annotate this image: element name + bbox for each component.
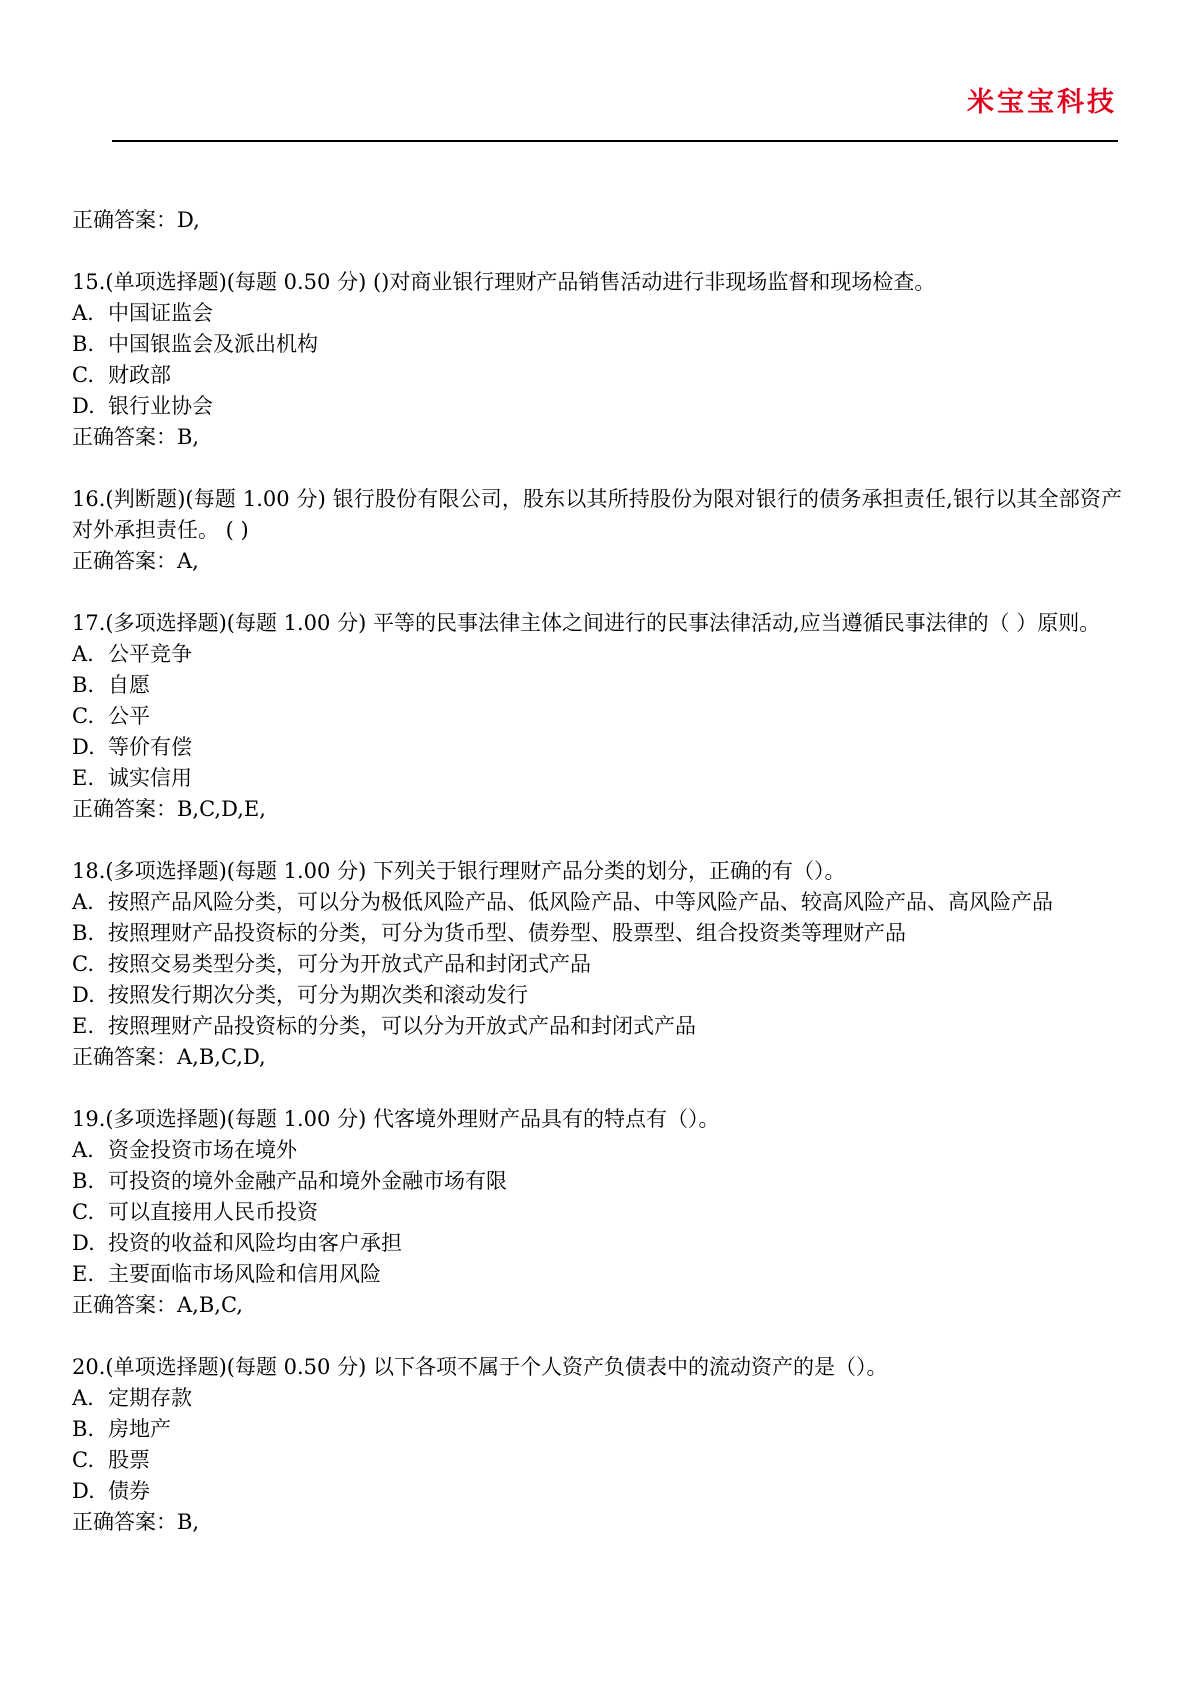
- option-text: 中国证监会: [108, 301, 213, 325]
- option-item: [72, 949, 1122, 980]
- option-item: [72, 639, 1122, 670]
- option-item: [72, 763, 1122, 794]
- answer-line: 正确答案：B,: [72, 425, 200, 449]
- question-text: 16.(判断题)(每题 1.00 分) 银行股份有限公司，股东以其所持股份为限对银行的债务承担责任,银行以其全部资产 对外承担责任。 ( ): [72, 487, 1129, 542]
- option-letter: C.: [72, 1200, 94, 1224]
- option-text: 按照产品风险分类，可以分为极低风险产品、低风险产品、中等风险产品、较高风险产品、高风险产品: [108, 890, 1053, 914]
- option-letter: C.: [72, 704, 94, 728]
- option-text: 按照理财产品投资标的分类，可分为货币型、债券型、股票型、组合投资类等理财产品: [108, 921, 906, 945]
- question-text: 20.(单项选择题)(每题 0.50 分) 以下各项不属于个人资产负债表中的流动资产的是（）。: [72, 1355, 888, 1379]
- option-letter: B.: [72, 1417, 95, 1441]
- question-text: 15.(单项选择题)(每题 0.50 分) ()对商业银行理财产品销售活动进行非现场监督和现场检查。: [72, 270, 936, 294]
- option-letter: B.: [72, 1169, 95, 1193]
- answer-line: 正确答案：B,: [72, 1510, 200, 1534]
- answer-line: 正确答案：A,: [72, 549, 199, 573]
- question-text: 19.(多项选择题)(每题 1.00 分) 代客境外理财产品具有的特点有（）。: [72, 1107, 720, 1131]
- option-item: [72, 1166, 1122, 1197]
- option-letter: B.: [72, 921, 95, 945]
- answer-line: 正确答案：B,C,D,E,: [72, 797, 266, 821]
- option-item: [72, 329, 1122, 360]
- option-item: [72, 1228, 1122, 1259]
- option-letter: C.: [72, 363, 94, 387]
- option-item: [72, 1197, 1122, 1228]
- spacer: [72, 577, 1122, 608]
- option-letter: D.: [72, 394, 95, 418]
- option-text: 诚实信用: [108, 766, 192, 790]
- option-letter: A.: [72, 890, 94, 914]
- option-text: 等价有偿: [108, 735, 192, 759]
- spacer: [72, 453, 1122, 484]
- option-text: 公平竞争: [108, 642, 192, 666]
- option-item: [72, 1445, 1122, 1476]
- question-block: [72, 267, 1122, 453]
- option-item: [72, 670, 1122, 701]
- spacer: [72, 1321, 1122, 1352]
- option-letter: B.: [72, 673, 95, 697]
- option-text: 按照理财产品投资标的分类，可以分为开放式产品和封闭式产品: [108, 1014, 696, 1038]
- option-letter: B.: [72, 332, 95, 356]
- option-letter: A.: [72, 301, 94, 325]
- option-item: [72, 298, 1122, 329]
- answer-line: 正确答案：A,B,C,D,: [72, 1045, 266, 1069]
- option-item: [72, 1011, 1122, 1042]
- document-body: [72, 205, 1129, 1538]
- option-letter: D.: [72, 983, 95, 1007]
- question-block: [72, 1352, 1122, 1538]
- option-item: [72, 701, 1122, 732]
- option-text: 可投资的境外金融产品和境外金融市场有限: [108, 1169, 507, 1193]
- question-block: [72, 856, 1122, 1073]
- option-text: 主要面临市场风险和信用风险: [108, 1262, 381, 1286]
- option-text: 财政部: [108, 363, 171, 387]
- option-item: [72, 1383, 1122, 1414]
- option-item: [72, 918, 1122, 949]
- option-text: 债券: [108, 1479, 150, 1503]
- header-brand-logo: 米宝宝科技: [967, 87, 1117, 118]
- option-letter: E.: [72, 1262, 95, 1286]
- answer-line: 正确答案：D,: [72, 208, 200, 232]
- spacer: [72, 236, 1122, 267]
- option-letter: A.: [72, 642, 94, 666]
- option-text: 定期存款: [108, 1386, 192, 1410]
- option-text: 按照发行期次分类，可分为期次类和滚动发行: [108, 983, 528, 1007]
- option-item: [72, 1135, 1122, 1166]
- question-block: [72, 1104, 1122, 1321]
- spacer: [72, 1073, 1122, 1104]
- option-text: 按照交易类型分类，可分为开放式产品和封闭式产品: [108, 952, 591, 976]
- option-item: [72, 980, 1122, 1011]
- option-letter: D.: [72, 1479, 95, 1503]
- spacer: [72, 825, 1122, 856]
- option-text: 资金投资市场在境外: [108, 1138, 297, 1162]
- option-text: 中国银监会及派出机构: [108, 332, 318, 356]
- question-text: 18.(多项选择题)(每题 1.00 分) 下列关于银行理财产品分类的划分，正确的有（）。: [72, 859, 846, 883]
- option-item: [72, 732, 1122, 763]
- answer-line: 正确答案：A,B,C,: [72, 1293, 243, 1317]
- option-letter: D.: [72, 735, 95, 759]
- option-text: 银行业协会: [108, 394, 213, 418]
- option-item: [72, 360, 1122, 391]
- option-letter: E.: [72, 1014, 95, 1038]
- option-text: 房地产: [108, 1417, 171, 1441]
- question-text: 17.(多项选择题)(每题 1.00 分) 平等的民事法律主体之间进行的民事法律活动,应当遵循民事法律的（ ）原则。: [72, 611, 1101, 635]
- option-text: 公平: [108, 704, 150, 728]
- header-divider: [112, 140, 1118, 142]
- option-item: [72, 1414, 1122, 1445]
- option-letter: A.: [72, 1386, 94, 1410]
- option-item: [72, 391, 1122, 422]
- option-text: 自愿: [108, 673, 150, 697]
- option-item: [72, 1259, 1122, 1290]
- option-item: [72, 1476, 1122, 1507]
- option-letter: E.: [72, 766, 95, 790]
- option-letter: D.: [72, 1231, 95, 1255]
- option-text: 股票: [108, 1448, 150, 1472]
- option-letter: C.: [72, 1448, 94, 1472]
- question-block: [72, 484, 1129, 577]
- option-item: [72, 887, 1122, 918]
- option-text: 可以直接用人民币投资: [108, 1200, 318, 1224]
- question-block: [72, 608, 1122, 825]
- option-letter: A.: [72, 1138, 94, 1162]
- option-letter: C.: [72, 952, 94, 976]
- option-text: 投资的收益和风险均由客户承担: [108, 1231, 402, 1255]
